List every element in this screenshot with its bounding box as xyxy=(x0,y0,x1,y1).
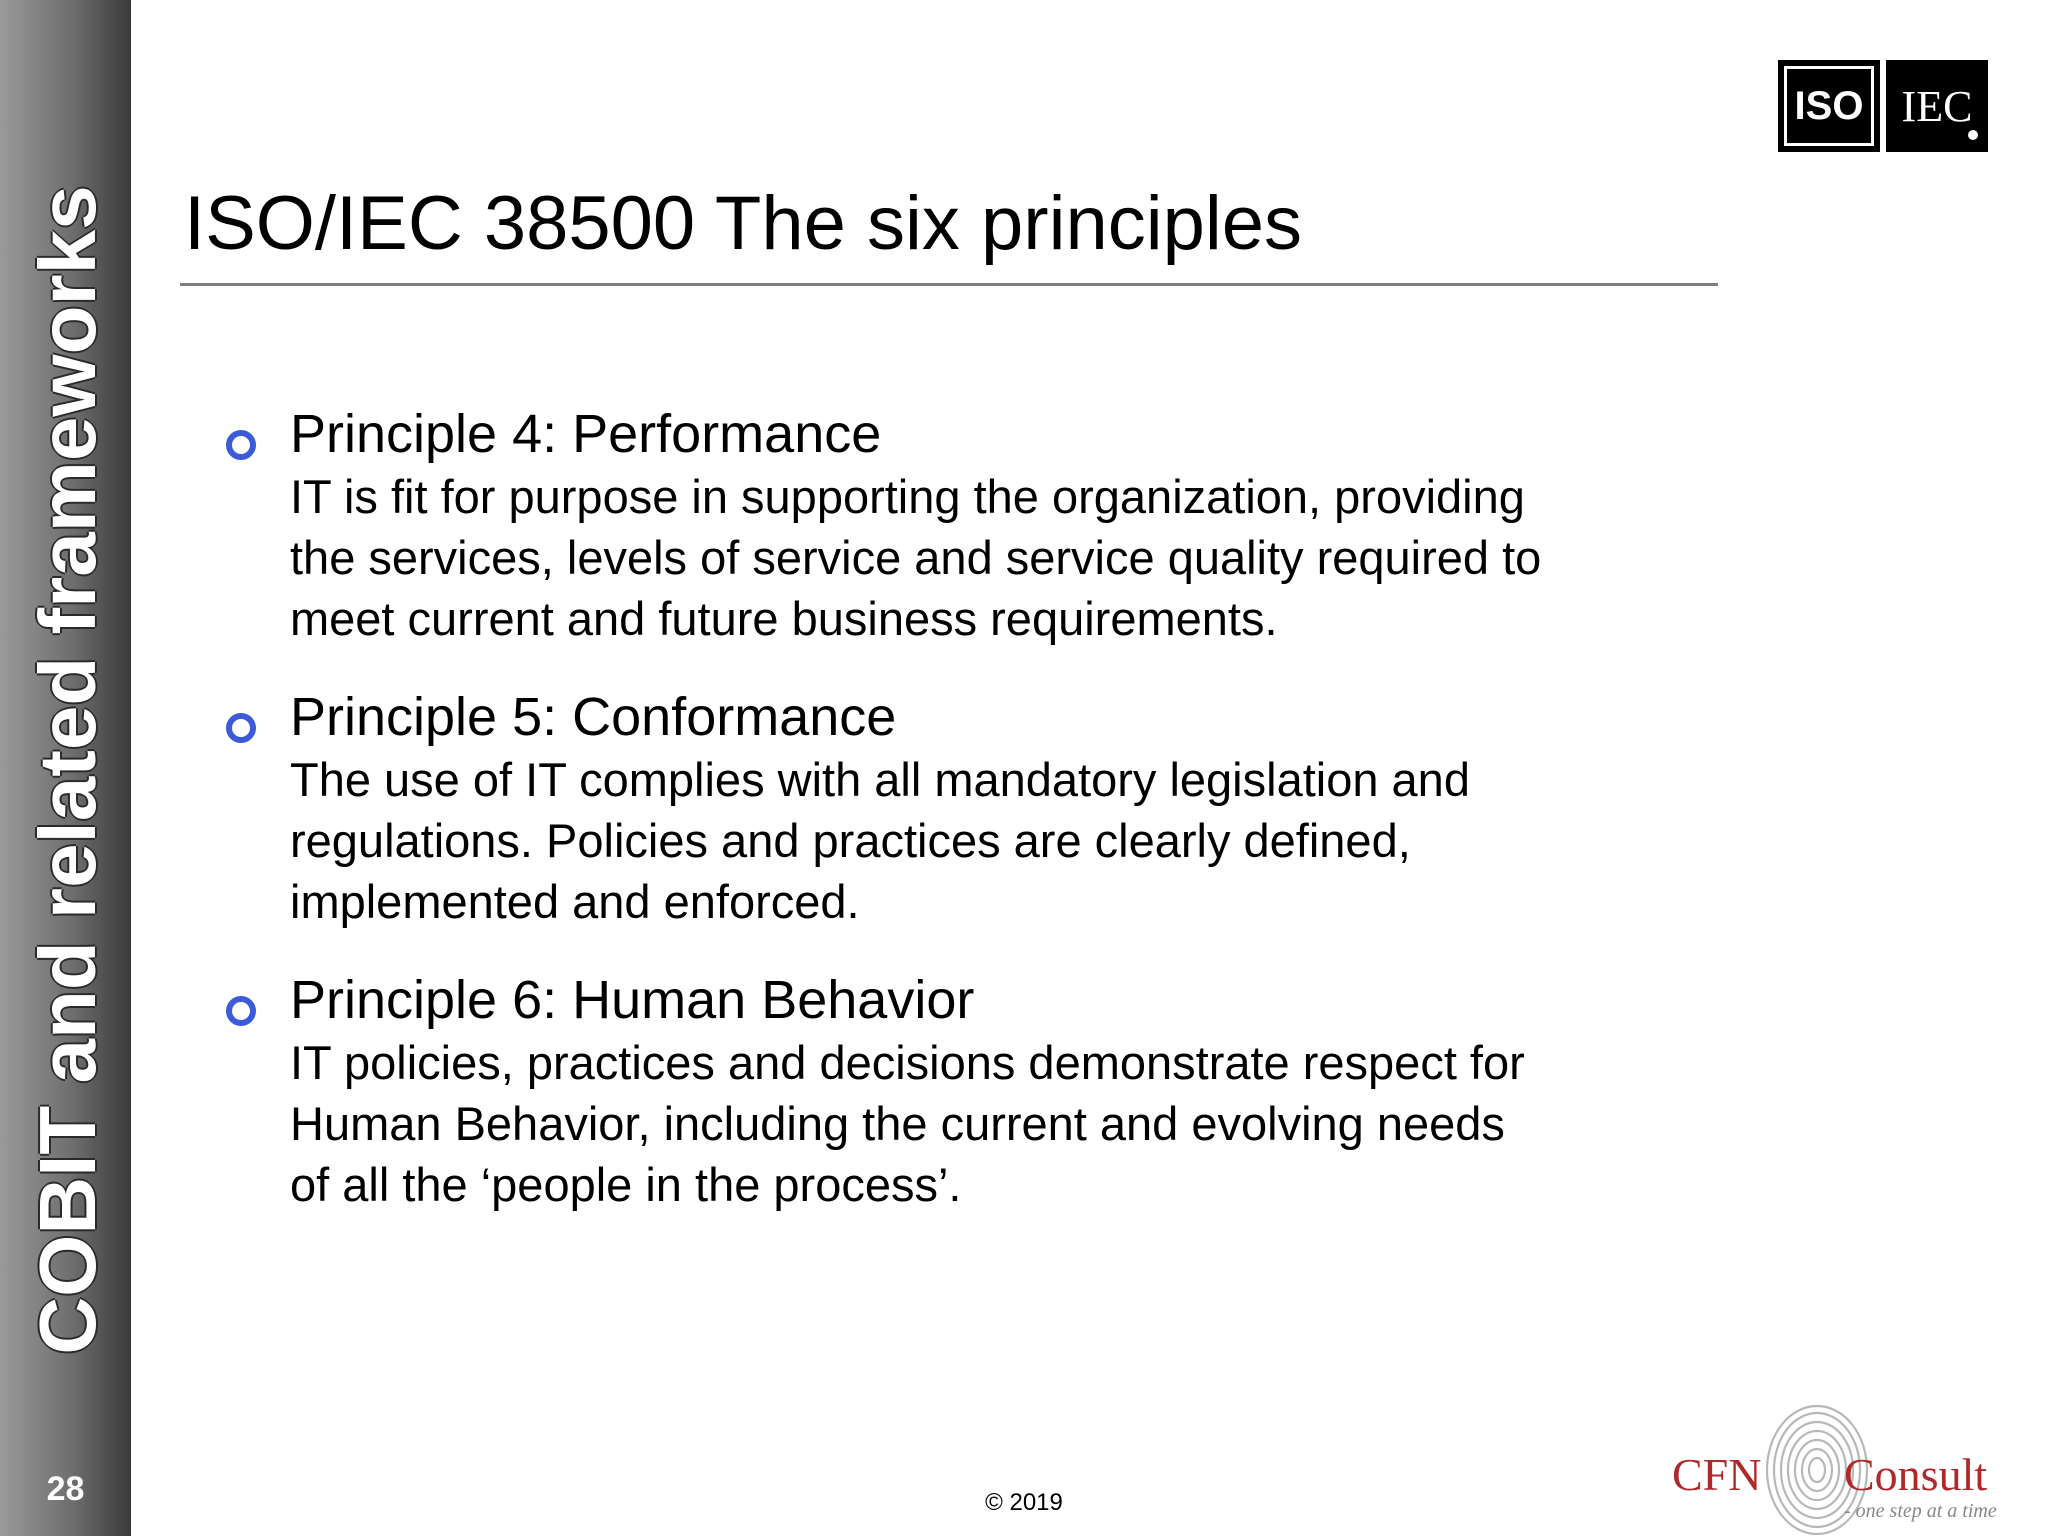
slide-number: 28 xyxy=(46,1470,85,1508)
bullet-icon xyxy=(226,996,256,1026)
brand-cfn: CFN xyxy=(1672,1449,1762,1500)
brand-tagline: - one step at a time xyxy=(1844,1500,1997,1522)
brand-consult: Consult xyxy=(1844,1449,1988,1500)
principles-list xyxy=(226,402,1706,1251)
list-item xyxy=(226,685,1706,932)
sidebar-title: COBIT and related frameworks xyxy=(23,185,112,1355)
principle-text: The use of IT complies with all mandatory legislation and regulations. Policies and practices are clearly defined, implemented and enforced. xyxy=(290,753,1470,928)
iso-logo-text: ISO xyxy=(1794,83,1864,128)
sidebar-title-area xyxy=(0,0,131,1360)
iso-logo-box xyxy=(1778,60,1880,152)
iec-logo-text: IEC xyxy=(1901,81,1973,131)
principle-heading: Principle 6: Human Behavior xyxy=(290,970,975,1030)
principle-heading: Principle 5: Conformance xyxy=(290,687,897,747)
principle-text: IT policies, practices and decisions demonstrate respect for Human Behavior, including the current and evolving needs of all the ‘people in the process’. xyxy=(290,1036,1525,1211)
list-item xyxy=(226,402,1706,649)
copyright-text: © 2019 xyxy=(985,1489,1063,1516)
iso-iec-logo xyxy=(1778,60,1988,152)
iec-logo-box xyxy=(1886,60,1988,152)
principle-heading: Principle 4: Performance xyxy=(290,404,882,464)
title-divider xyxy=(180,283,1718,286)
principle-text: IT is fit for purpose in supporting the organization, providing the services, levels of service and service quality required to meet current and future business requirements. xyxy=(290,470,1542,645)
bullet-icon xyxy=(226,713,256,743)
cfn-consult-logo xyxy=(1672,1400,2032,1536)
iec-logo-dot xyxy=(1968,130,1978,140)
bullet-icon xyxy=(226,430,256,460)
page-title: ISO/IEC 38500 The six principles xyxy=(184,181,1303,266)
sidebar xyxy=(0,0,131,1536)
list-item xyxy=(226,968,1706,1215)
